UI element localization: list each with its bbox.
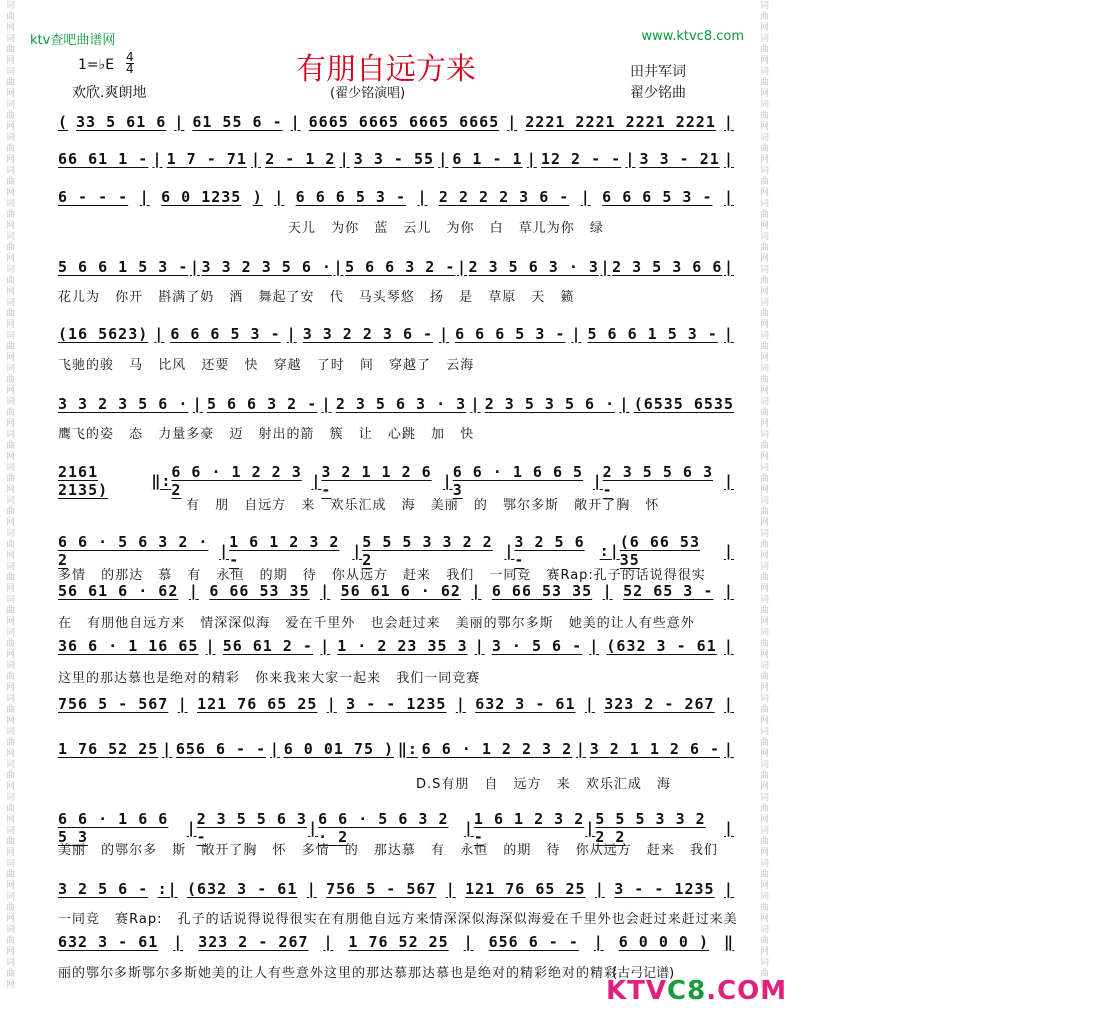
barline: | xyxy=(417,188,428,206)
measure: 36 6 · 1 16 65 xyxy=(58,637,199,655)
barline: | xyxy=(162,740,173,758)
measure: 3 3 - 21 xyxy=(639,150,720,168)
barline: | xyxy=(463,819,474,837)
barline: | xyxy=(593,933,604,951)
lyric-row: D.S有朋 自 远方 来 欢乐汇成 海 xyxy=(416,777,672,792)
measure: 6 0 0 0 ) xyxy=(618,933,710,951)
barline: | xyxy=(723,258,734,276)
lyric-row: 天儿 为你 蓝 云儿 为你 白 草儿为你 绿 xyxy=(288,221,604,236)
key-signature: 1=♭E xyxy=(78,57,115,73)
measure: 2 3 5 5 6 3 - xyxy=(602,463,714,499)
barline: | xyxy=(723,325,734,343)
measure: 1 · 2 23 35 3 xyxy=(337,637,468,655)
notation-row xyxy=(58,637,734,655)
lyric-row: 有 朋 自远方 来 欢乐汇成 海 美丽 的 鄂尔多斯 敞开了胸 怀 xyxy=(186,498,660,513)
barline: | xyxy=(189,258,200,276)
lyric-row: 一同竞 赛Rap: 孔子的话说得说得很实在有朋他自远方来情深深似海深似海爱在千里外也会赶过来赶过来美 xyxy=(58,912,738,927)
barline: | xyxy=(463,933,474,951)
measure: 6 0 01 75 ) xyxy=(283,740,395,758)
barline: | xyxy=(308,819,319,837)
measure: 2221 2221 2221 2221 xyxy=(525,113,716,131)
barline: | xyxy=(439,325,450,343)
measure: 6 6 · 5 6 3 2 · 2 xyxy=(58,533,209,569)
barline: | xyxy=(188,582,199,600)
measure: 3 3 2 3 5 6 · xyxy=(58,395,189,413)
measure: 33 5 61 6 xyxy=(76,113,167,131)
measure: 3 3 - 55 xyxy=(353,150,435,168)
measure: ) xyxy=(252,188,263,206)
measure: 121 76 65 25 xyxy=(465,880,586,898)
barline: | xyxy=(723,695,734,713)
measure: 56 61 2 - xyxy=(222,637,313,655)
barline: | xyxy=(602,582,613,600)
barline: | xyxy=(592,472,603,490)
brand-part-ktv: KTV xyxy=(606,976,668,1006)
barline: | xyxy=(219,542,230,560)
barline: | xyxy=(311,472,322,490)
notation-row xyxy=(58,695,734,713)
measure: 3 2 1 1 2 6 - xyxy=(321,463,432,499)
measure: 3 2 5 6 - xyxy=(58,880,149,898)
measure: 6 1 - 1 xyxy=(452,150,523,168)
barline: | xyxy=(320,637,331,655)
measure: 2 3 5 6 3 · 3 xyxy=(335,395,467,413)
barline: | xyxy=(290,113,301,131)
barline: | xyxy=(594,880,605,898)
barline: | xyxy=(723,188,734,206)
measure: 5 6 6 3 2 - xyxy=(345,258,456,276)
notation-row xyxy=(58,880,734,898)
measure: 2 3 5 3 5 6 · xyxy=(484,395,616,413)
measure: 6 6 · 1 6 6 5 3 xyxy=(58,810,169,846)
lyricist: 田井军词 xyxy=(630,64,686,80)
measure: 2 2 2 2 3 6 - xyxy=(438,188,570,206)
barline: ‖: xyxy=(397,740,418,758)
barline: | xyxy=(442,472,453,490)
measure: 6 0 1235 xyxy=(161,188,242,206)
notation-row xyxy=(58,933,734,951)
measure: 2 3 5 6 3 · 3 xyxy=(468,258,599,276)
measure: 6 66 53 35 xyxy=(491,582,593,600)
measure: 6 6 6 5 3 - xyxy=(455,325,566,343)
measure: 2 - 1 2 xyxy=(265,150,336,168)
measure: (16 5623) xyxy=(58,325,149,343)
meter-bottom: 4 xyxy=(126,62,134,76)
barline: | xyxy=(339,150,350,168)
barline: | xyxy=(584,695,595,713)
measure: 6 6 6 5 3 - xyxy=(170,325,281,343)
lyric-row: 丽的鄂尔多斯鄂尔多斯她美的让人有些意外这里的那达慕那达慕也是绝对的精彩绝对的精彩 xyxy=(58,966,619,981)
measure: (632 3 - 61 xyxy=(187,880,298,898)
notation-row xyxy=(58,113,734,131)
barline: | xyxy=(619,395,630,413)
brand-part-com: .COM xyxy=(706,976,788,1006)
measure: 656 6 - - xyxy=(488,933,579,951)
watermark-right: 词曲网词曲网词曲网词曲网词曲网词曲网词曲网词曲网词曲网词曲网词曲网词曲网词曲网词曲网词曲网词曲网词曲网词曲网词曲网词曲网词曲网词曲网词曲网词曲网词曲网词曲网词曲网词曲网词曲网词曲网 xyxy=(758,0,768,990)
barline: | xyxy=(723,880,734,898)
measure: 6 - - - xyxy=(58,188,129,206)
measure: 632 3 - 61 xyxy=(475,695,576,713)
barline: | xyxy=(507,113,518,131)
measure: 3 3 2 3 5 6 · xyxy=(201,258,332,276)
measure: 756 5 - 567 xyxy=(58,695,169,713)
barline: | xyxy=(306,880,317,898)
barline: | xyxy=(456,258,467,276)
measure: 6 6 6 5 3 - xyxy=(295,188,407,206)
measure: 1 76 52 25 xyxy=(348,933,449,951)
measure: 6 6 · 1 6 6 5 3 xyxy=(452,463,584,499)
notation-row xyxy=(58,188,734,206)
measure: 6 6 6 5 3 - xyxy=(602,188,713,206)
barline: ‖ xyxy=(723,933,734,951)
measure: 5 5 5 3 3 2 2 2 xyxy=(595,810,706,846)
barline: | xyxy=(323,933,334,951)
measure: 656 6 - - xyxy=(175,740,267,758)
barline: | xyxy=(585,819,596,837)
measure: 3 2 1 1 2 6 - xyxy=(589,740,721,758)
barline: | xyxy=(723,113,734,131)
measure: (6 66 53 35 xyxy=(619,533,700,569)
lyric-row: 美丽 的鄂尔多 斯 敞开了胸 怀 多情 的 那达慕 有 永恒 的期 待 你从远方 赶来 我们 xyxy=(58,843,718,858)
notation-row xyxy=(58,150,734,168)
brand-part-c8: C8 xyxy=(667,976,707,1006)
measure: 1 76 52 25 xyxy=(58,740,159,758)
barline: | xyxy=(205,637,216,655)
barline: | xyxy=(186,819,197,837)
measure: 61 55 6 - xyxy=(192,113,283,131)
lyric-row: 花儿为 你开 斟满了奶 酒 舞起了安 代 马头琴悠 扬 是 草原 天 籁 xyxy=(58,290,575,305)
composer: 翟少铭曲 xyxy=(630,85,686,101)
measure: 56 61 6 · 62 xyxy=(340,582,461,600)
barline: | xyxy=(154,325,165,343)
measure: ( xyxy=(58,113,69,131)
barline: | xyxy=(438,150,449,168)
measure: 5 6 6 1 5 3 - xyxy=(58,258,189,276)
brand-logo[interactable] xyxy=(606,976,787,1006)
measure: 5 6 6 3 2 - xyxy=(206,395,318,413)
measure: 3 - - 1235 xyxy=(614,880,715,898)
site-name-left[interactable]: ktv查吧曲谱网 xyxy=(30,33,116,48)
barline: | xyxy=(352,542,363,560)
barline: | xyxy=(600,258,611,276)
barline: | xyxy=(526,150,537,168)
measure: 6665 6665 6665 6665 xyxy=(308,113,500,131)
barline: | xyxy=(723,472,734,490)
time-signature xyxy=(126,52,134,75)
barline: :| xyxy=(157,880,178,898)
measure: 3 2 5 6 - xyxy=(514,533,585,569)
watermark-left: 词曲网词曲网词曲网词曲网词曲网词曲网词曲网词曲网词曲网词曲网词曲网词曲网词曲网词曲网词曲网词曲网词曲网词曲网词曲网词曲网词曲网词曲网词曲网词曲网词曲网词曲网词曲网词曲网词曲网词曲网 xyxy=(4,0,14,990)
barline: | xyxy=(504,542,515,560)
measure: 632 3 - 61 xyxy=(58,933,159,951)
barline: | xyxy=(474,637,485,655)
measure: 3 - - 1235 xyxy=(346,695,447,713)
barline: | xyxy=(286,325,297,343)
barline: | xyxy=(723,819,734,837)
barline: | xyxy=(139,188,150,206)
performer: (翟少铭演唱) xyxy=(330,86,406,101)
barline: ‖: xyxy=(151,472,172,490)
lyric-row: 飞驰的骏 马 比风 还要 快 穿越 了时 间 穿越了 云海 xyxy=(58,358,475,373)
measure: 3 3 2 2 3 6 - xyxy=(302,325,434,343)
barline: | xyxy=(321,395,332,413)
measure: 6 6 · 1 2 2 3 2 xyxy=(171,463,302,499)
barline: | xyxy=(173,933,184,951)
measure: 52 65 3 - xyxy=(623,582,714,600)
barline: | xyxy=(471,582,482,600)
site-url-right[interactable]: www.ktvc8.com xyxy=(641,29,744,44)
measure: 6 66 53 35 xyxy=(209,582,310,600)
barline: | xyxy=(174,113,185,131)
measure: 5 6 6 1 5 3 - xyxy=(587,325,718,343)
lyric-row: 在 有朋他自远方来 情深深似海 爱在千里外 也会赶过来 美丽的鄂尔多斯 她美的让人有些意外 xyxy=(58,616,695,631)
measure: 3 · 5 6 - xyxy=(491,637,583,655)
barline: | xyxy=(575,740,586,758)
measure: 323 2 - 267 xyxy=(604,695,715,713)
barline: | xyxy=(625,150,636,168)
measure: 2 3 5 5 6 3 - xyxy=(196,810,307,846)
tempo-style: 欢欣.爽朗地 xyxy=(72,85,147,101)
song-title: 有朋自远方来 xyxy=(296,52,476,87)
barline: | xyxy=(723,740,734,758)
barline: | xyxy=(571,325,582,343)
notation-row xyxy=(58,582,734,600)
barline: | xyxy=(580,188,591,206)
transcriber-credit: (古弓记谱) xyxy=(612,966,675,981)
barline: | xyxy=(269,740,280,758)
barline: | xyxy=(470,395,481,413)
lyric-row: 这里的那达慕也是绝对的精彩 你来我来大家一起来 我们一同竞赛 xyxy=(58,671,481,686)
barline: | xyxy=(152,150,163,168)
measure: 1 6 1 2 3 2 - xyxy=(473,810,585,846)
barline: | xyxy=(333,258,344,276)
notation-row xyxy=(58,395,734,413)
barline: | xyxy=(320,582,331,600)
barline: | xyxy=(455,695,466,713)
measure: 56 61 6 · 62 xyxy=(58,582,179,600)
measure: 756 5 - 567 xyxy=(326,880,437,898)
barline: | xyxy=(723,150,734,168)
lyric-row: 鹰飞的姿 态 力量多豪 迈 射出的箭 簇 让 心跳 加 快 xyxy=(58,427,475,442)
measure: 323 2 - 267 xyxy=(198,933,309,951)
barline: :| xyxy=(599,542,620,560)
barline: | xyxy=(589,637,600,655)
measure: 5 5 5 3 3 2 2 2 xyxy=(362,533,493,569)
measure: 121 76 65 25 xyxy=(197,695,318,713)
barline: | xyxy=(723,542,734,560)
notation-row xyxy=(58,740,734,758)
barline: | xyxy=(723,637,734,655)
measure: 1 7 - 71 xyxy=(166,150,247,168)
measure: 6 6 · 5 6 3 2 · 2 xyxy=(318,810,449,846)
measure: 12 2 - - xyxy=(540,150,622,168)
meter-top: 4 xyxy=(126,50,134,64)
measure: (6535 6535 xyxy=(633,395,734,413)
barline: | xyxy=(445,880,456,898)
notation-row xyxy=(58,325,734,343)
lyric-row: 多情 的那达 慕 有 永恒 的期 待 你从远方 赶来 我们 一同竞 赛Rap:孔子的话说得很实 xyxy=(58,568,706,583)
measure: 6 6 · 1 2 2 3 2 xyxy=(421,740,573,758)
barline: | xyxy=(251,150,262,168)
notation-row xyxy=(58,258,734,276)
measure: 66 61 1 - xyxy=(58,150,149,168)
barline: | xyxy=(723,582,734,600)
barline: | xyxy=(192,395,203,413)
barline: | xyxy=(177,695,188,713)
barline: | xyxy=(326,695,337,713)
measure: 2 3 5 3 6 6 xyxy=(612,258,723,276)
barline: | xyxy=(274,188,285,206)
measure: 1 6 1 2 3 2 - xyxy=(229,533,340,569)
measure: 2161 2135) xyxy=(58,463,109,499)
measure: (632 3 - 61 xyxy=(606,637,717,655)
